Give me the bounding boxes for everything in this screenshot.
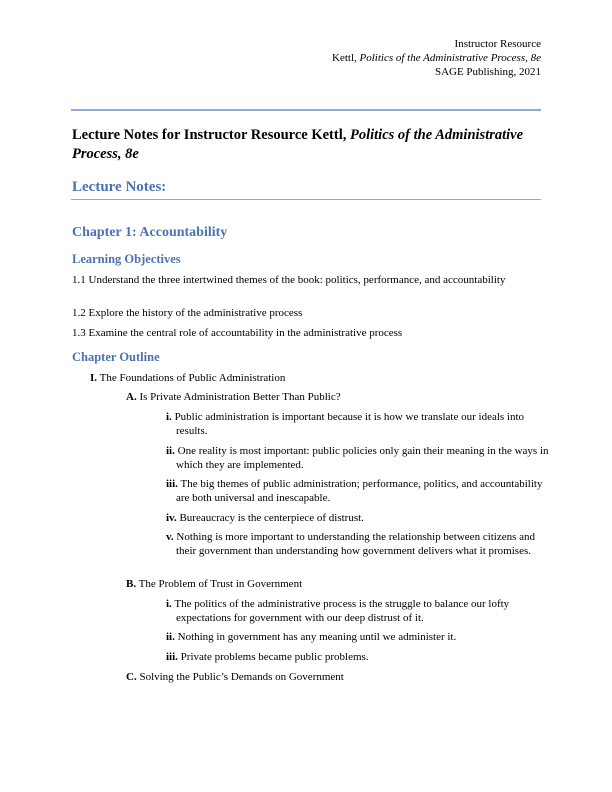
lecture-notes-heading: Lecture Notes: [72,179,167,195]
outline-num: I. [90,372,98,384]
outline-num: i. [166,411,172,423]
outline-A-iv [166,512,552,526]
outline-section-A [126,391,341,405]
outline-text: One reality is most important: public policies only gain their meaning in the ways in which they are implemented. [176,445,549,471]
outline-text: Nothing in government has any meaning until we administer it. [177,631,457,643]
document-title [72,126,542,164]
outline-A-v [166,531,552,558]
header-author: Kettl, [332,52,360,64]
outline-num: C. [126,671,137,683]
outline-num: A. [126,391,137,403]
outline-text: The politics of the administrative process is the struggle to balance our lofty expectations for government with our deep distrust of it. [174,598,510,624]
outline-text: Solving the Public’s Demands on Government [139,671,344,683]
objective-1-2: 1.2 Explore the history of the administrative process [72,307,303,319]
outline-B-i [166,598,552,625]
outline-text: Public administration is important because it is how we translate our ideals into results. [174,411,525,437]
outline-text: Is Private Administration Better Than Public? [139,391,341,403]
outline-text: Private problems became public problems. [180,651,369,663]
outline-text: Bureaucracy is the centerpiece of distrust. [179,512,364,524]
outline-section-C [126,671,344,685]
learning-objectives-heading: Learning Objectives [72,252,181,266]
header-line-2 [332,51,541,65]
objective-1-1: 1.1 Understand the three intertwined themes of the book: politics, performance, and accountability [72,274,506,286]
outline-num: iii. [166,478,178,490]
chapter-outline-heading: Chapter Outline [72,350,160,364]
outline-B-iii [166,651,552,665]
outline-A-iii [166,478,552,505]
lecture-notes-divider [71,199,541,200]
outline-num: i. [166,598,172,610]
outline-text: The Foundations of Public Administration [99,372,286,384]
objective-1-3: 1.3 Examine the central role of accountability in the administrative process [72,327,403,339]
header-divider [71,109,541,111]
outline-section-I [90,372,285,386]
outline-num: B. [126,578,137,590]
outline-section-B [126,578,302,592]
header-book-title: Politics of the Administrative Process, 8e [359,52,541,64]
header-line-1: Instructor Resource [454,38,541,50]
outline-num: ii. [166,445,175,457]
outline-text: Nothing is more important to understanding the relationship between citizens and their government than understanding how government delivers what it promises. [176,531,536,557]
outline-num: ii. [166,631,175,643]
outline-A-i [166,411,552,438]
outline-text: The big themes of public administration; performance, politics, and accountability are both universal and inescapable. [176,478,543,504]
chapter-heading: Chapter 1: Accountability [72,225,228,240]
page-header [332,37,541,79]
outline-num: iii. [166,651,178,663]
document-title-book: Politics of the Administrative Process, 8e [72,127,524,162]
outline-num: iv. [166,512,177,524]
document-title-prefix: Lecture Notes for Instructor Resource Kettl, [72,127,350,143]
outline-num: v. [166,531,174,543]
outline-A-ii [166,445,552,472]
header-line-3: SAGE Publishing, 2021 [434,66,541,78]
outline-B-ii [166,631,552,645]
outline-text: The Problem of Trust in Government [138,578,303,590]
